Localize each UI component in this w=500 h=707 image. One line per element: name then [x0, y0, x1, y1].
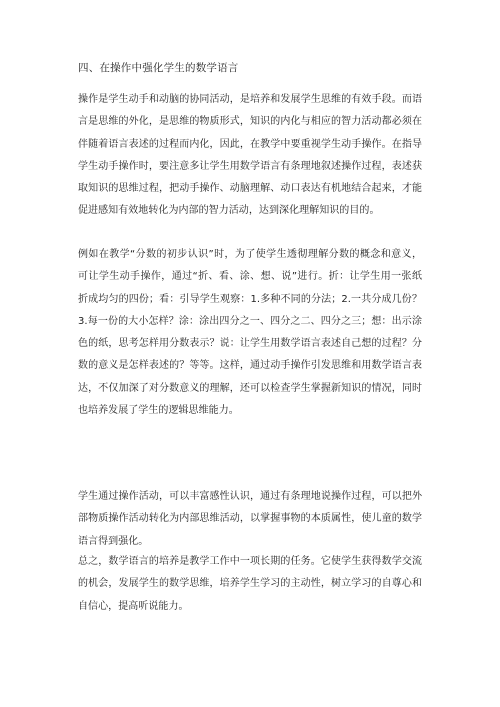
- paragraph-operation-activity: [78, 486, 422, 553]
- paragraph-line: 促进感知有效地转化为内部的智力活动，达到深化理解知识的目的。: [78, 205, 380, 217]
- paragraph-line: 语言得到强化。: [78, 535, 149, 547]
- paragraph-line: 自信心，提高听说能力。: [78, 600, 189, 612]
- paragraph-conclusion: [78, 551, 422, 618]
- paragraph-line: 可让学生动手操作，通过“折、看、涂、想、说”进行。折：让学生用一张纸: [78, 271, 422, 283]
- paragraph-line: 取知识的思维过程，把动手操作、动脑理解、动口表达有机地结合起来，才能: [78, 183, 422, 195]
- paragraph-line: 折成均匀的四份；看：引导学生观察：1.多种不同的分法；2.一共分成几份？: [78, 293, 422, 305]
- paragraph-line: 也培养发展了学生的逻辑思维能力。: [78, 405, 239, 417]
- paragraph-line: 色的纸，思考怎样用分数表示？说：让学生用数学语言表述自己想的过程？分: [78, 338, 422, 350]
- paragraph-line: 数的意义是怎样表述的？等等。这样，通过动手操作引发思维和用数学语言表: [78, 360, 422, 372]
- paragraph-operation-importance: [78, 89, 422, 223]
- paragraph-line: 达，不仅加深了对分数意义的理解，还可以检查学生掌握新知识的情况，同时: [78, 382, 422, 394]
- paragraph-line: 伴随着语言表述的过程而内化，因此，在教学中要重视学生动手操作。在指导: [78, 138, 422, 150]
- section-heading: 四、在操作中强化学生的数学语言: [78, 62, 239, 74]
- paragraph-line: 学生通过操作活动，可以丰富感性认识，通过有条理地说操作过程，可以把外: [78, 491, 422, 502]
- paragraph-line: 总之，数学语言的培养是教学工作中一项长期的任务。它使学生获得数学交流: [78, 556, 422, 567]
- paragraph-line: 言是思维的外化，是思维的物质形式，知识的内化与相应的智力活动都必须在: [78, 116, 422, 128]
- paragraph-line: 例如在教学“分数的初步认识”时，为了使学生透彻理解分数的概念和意义，: [78, 249, 422, 260]
- paragraph-line: 部物质操作活动转化为内部思维活动，以掌握事物的本质属性，使儿童的数学: [78, 513, 422, 525]
- paragraph-line: 3.每一份的大小怎样？涂：涂出四分之一、四分之二、四分之三；想：出示涂: [78, 315, 422, 327]
- paragraph-fraction-example: [78, 244, 422, 422]
- paragraph-line: 的机会，发展学生的数学思维，培养学生学习的主动性，树立学习的自尊心和: [78, 578, 422, 590]
- paragraph-line: 操作是学生动手和动脑的协同活动，是培养和发展学生思维的有效手段。而语: [78, 94, 422, 105]
- paragraph-line: 学生动手操作时，要注意多让学生用数学语言有条理地叙述操作过程，表述获: [78, 160, 422, 172]
